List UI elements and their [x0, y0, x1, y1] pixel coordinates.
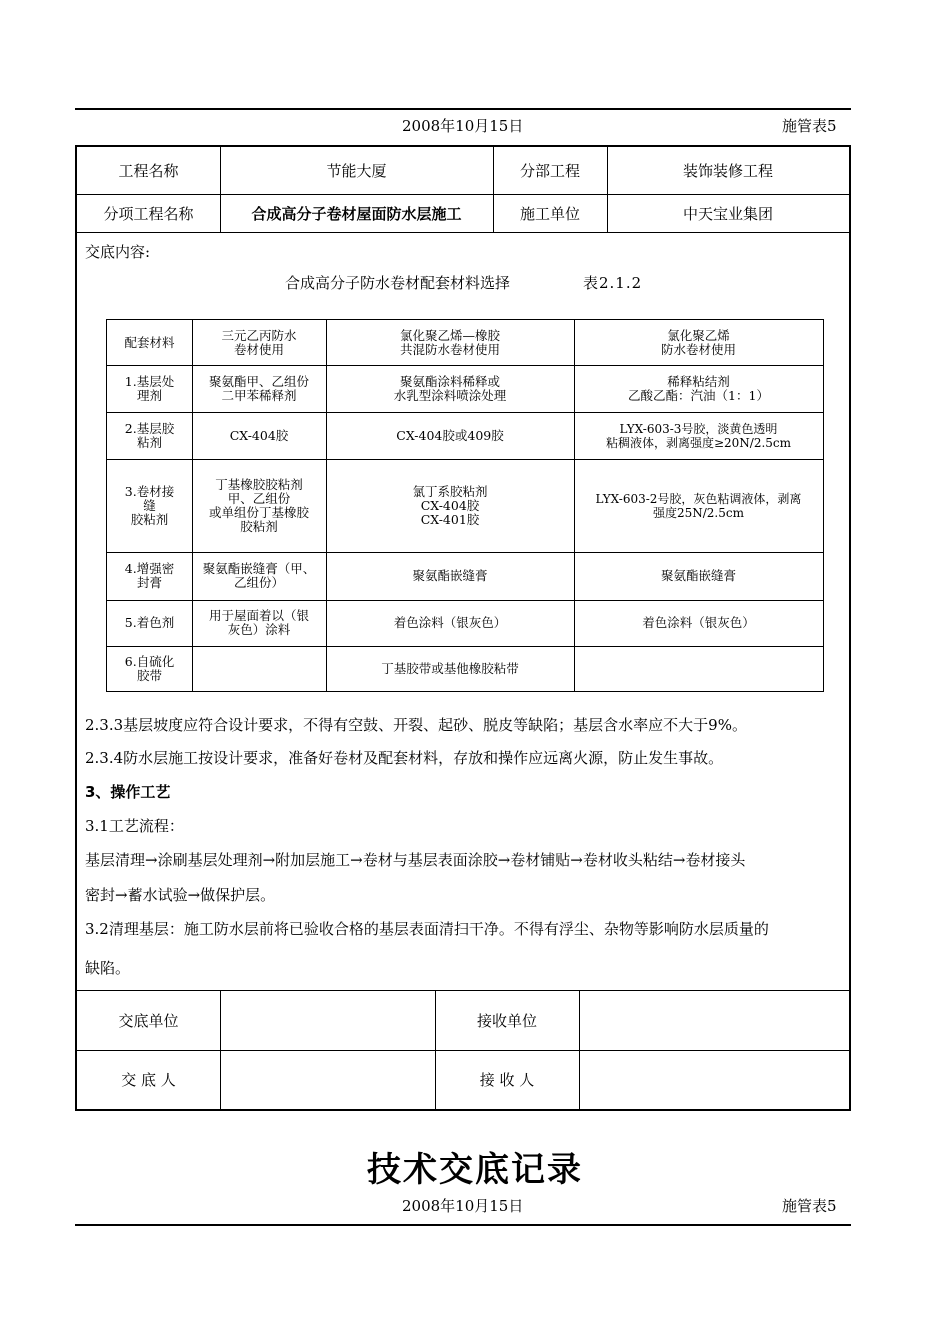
- header-date-2: 2008年10月15日: [402, 1197, 524, 1215]
- bottom-rule: [75, 1224, 851, 1226]
- process-flow-line-2: 密封→蓄水试验→做保护层。: [85, 886, 276, 904]
- header-form-number-2: 施管表5: [782, 1197, 837, 1215]
- table-cell: 着色涂料（银灰色）: [393, 615, 507, 630]
- receiver-unit-label: 接收单位: [476, 1011, 537, 1030]
- table-header: 三元乙丙防水 卷材使用: [221, 327, 297, 357]
- paragraph-2-3-4: 2.3.4防水层施工按设计要求，准备好卷材及配套材料，存放和操作应远离火源，防止发生事故。: [85, 749, 724, 767]
- table-cell: CX-404胶: [229, 427, 289, 443]
- project-name-value: 节能大厦: [326, 162, 387, 180]
- table-cell: 聚氨酯嵌缝膏: [660, 568, 736, 583]
- table-cell: 聚氨酯嵌缝膏: [412, 568, 488, 583]
- issuer-label: 交 底 人: [121, 1071, 176, 1089]
- section-3-heading: 3、操作工艺: [85, 783, 171, 801]
- materials-table: [106, 319, 824, 692]
- table-cell: 稀释粘结剂 乙酸乙酯：汽油（1：1）: [628, 373, 769, 403]
- table-cell: [574, 646, 823, 691]
- table-cell: 氯丁系胶粘剂 CX-404胶 CX-401胶: [412, 483, 488, 527]
- subitem-label: 分项工程名称: [103, 204, 194, 223]
- paragraph-3-2-line-1: 3.2清理基层：施工防水层前将已验收合格的基层表面清扫干净。不得有浮尘、杂物等影响防水层质量的: [85, 920, 769, 938]
- receiver-field[interactable]: [579, 1050, 849, 1109]
- table-cell: 6.自硫化 胶带: [124, 653, 175, 683]
- contractor-label: 施工单位: [519, 204, 580, 223]
- subitem-value: 合成高分子卷材屋面防水层施工: [251, 204, 462, 223]
- issuer-unit-label: 交底单位: [118, 1011, 179, 1030]
- project-name-label: 工程名称: [118, 162, 179, 180]
- content-label: 交底内容:: [85, 243, 151, 261]
- paragraph-3-2-line-2: 缺陷。: [85, 959, 131, 977]
- table-cell: LYX-603-2号胶，灰色粘调液体，剥离 强度25N/2.5cm: [595, 491, 802, 520]
- table-cell: 着色涂料（银灰色）: [642, 615, 755, 630]
- table-cell: 3.卷材接 缝 胶粘剂: [124, 483, 175, 527]
- table-cell: [192, 646, 326, 691]
- table-cell: 聚氨酯甲、乙组份 二甲苯稀释剂: [208, 373, 309, 403]
- table-cell: 4.增强密 封膏: [124, 561, 175, 590]
- issuer-unit-field[interactable]: [220, 990, 435, 1050]
- top-rule: [75, 108, 851, 110]
- paragraph-2-3-3: 2.3.3基层坡度应符合设计要求，不得有空鼓、开裂、起砂、脱皮等缺陷；基层含水率应不大于9%。: [85, 716, 747, 734]
- table-number: 表2.1.2: [583, 274, 643, 292]
- table-header: 氯化聚乙烯—橡胶 共混防水卷材使用: [399, 327, 500, 357]
- issuer-field[interactable]: [220, 1050, 435, 1109]
- table-cell: 丁基胶带或基他橡胶粘带: [381, 660, 519, 676]
- table-cell: 2.基层胶 粘剂: [124, 420, 175, 450]
- table-header: 配套材料: [124, 334, 175, 350]
- process-flow-line-1: 基层清理→涂刷基层处理剂→附加层施工→卷材与基层表面涂胶→卷材铺贴→卷材收头粘结→卷材接头: [85, 851, 746, 869]
- header-form-number: 施管表5: [782, 117, 837, 135]
- receiver-unit-field[interactable]: [579, 990, 849, 1050]
- contractor-value: 中天宝业集团: [682, 204, 773, 223]
- table-caption: 合成高分子防水卷材配套材料选择: [285, 274, 511, 292]
- table-cell: 5.着色剂: [124, 615, 175, 630]
- table-cell: 丁基橡胶胶粘剂 甲、乙组份 或单组份丁基橡胶 胶粘剂: [208, 476, 309, 534]
- table-cell: 用于屋面着以（银 灰色）涂料: [208, 608, 309, 637]
- table-header: 氯化聚乙烯 防水卷材使用: [660, 327, 736, 357]
- table-cell: LYX-603-3号胶，淡黄色透明 粘稠液体，剥离强度≥20N/2.5cm: [605, 421, 792, 450]
- disclosure-form: [75, 145, 851, 1111]
- header-date: 2008年10月15日: [402, 117, 524, 135]
- paragraph-3-1: 3.1工艺流程：: [85, 817, 184, 835]
- table-cell: 聚氨酯涂料稀释或 水乳型涂料喷涂处理: [393, 373, 507, 403]
- document-title: 技术交底记录: [367, 1150, 583, 1190]
- receiver-label: 接 收 人: [479, 1071, 535, 1089]
- table-cell: 聚氨酯嵌缝膏（甲、 乙组份）: [202, 561, 316, 590]
- table-cell: 1.基层处 理剂: [124, 373, 175, 403]
- table-cell: CX-404胶或409胶: [396, 427, 504, 443]
- division-label: 分部工程: [519, 162, 580, 180]
- division-value: 装饰装修工程: [682, 162, 773, 180]
